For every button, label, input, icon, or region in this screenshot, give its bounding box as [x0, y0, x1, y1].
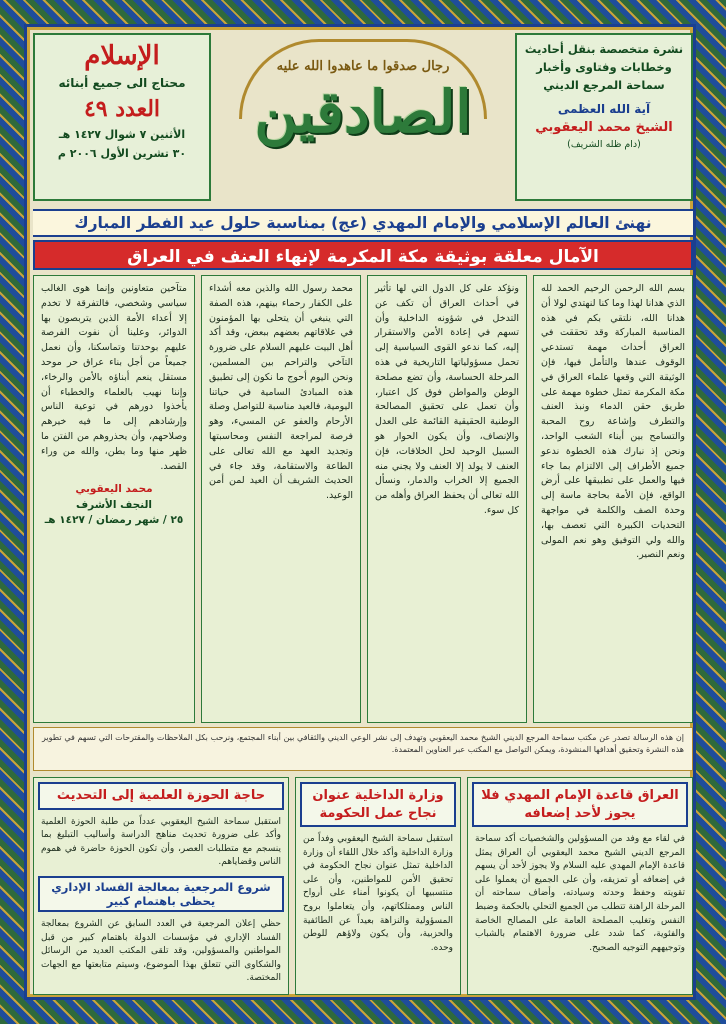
main-article-columns: [33, 275, 693, 723]
signature-date: ٢٥ / شهر رمضان / ١٤٢٧ هـ: [44, 513, 184, 526]
article-signature: [41, 482, 187, 528]
article-mahdi-base: [467, 777, 693, 995]
masthead-issue-box: [33, 33, 211, 201]
main-headline: الآمال معلقة بوثيقة مكة المكرمة لإنهاء العنف في العراق: [33, 240, 693, 270]
publisher-line-3: سماحة المرجع الديني: [543, 77, 665, 92]
article-column-3: محمد رسول الله والذين معه أشداء على الكفار رحماء بينهم، هذه الصفة التي ينبغي أن يتحلى بها المؤمنون في علاقاتهم بعضهم ببعض، وقد أكد أهل البيت عليهم السلام على ضرورة التآخي والتراحم بين المسلمين، ونحن اليوم أحوج ما نكون إلى تطبيق هذه المبادئ السامية في حياتنا اليومية، فالعيد مناسبة للتواصل وصلة الأرحام والعفو عن المسيء، وهو فرصة لمراجعة النفس ومحاسبتها وتجديد العهد مع الله تعالى على الطاعة والاستقامة، وقد جاء في الحديث الشريف أن العيد لمن أمن الوعيد.: [201, 275, 361, 723]
article-interior-ministry-body: استقبل سماحة الشيخ اليعقوبي وفداً من وزارة الداخلية وأكد خلال اللقاء أن وزارة الداخلية تمثل عنوان نجاح الحكومة في تحقيق الأمن للمواطنين، وأن على منتسبيها أن يكونوا أمناء على أرواح الناس وممتلكاتهم، وأن يتعاملوا بروح المسؤولية والنزاهة بعيداً عن الطائفية والحزبية، وأن يكون ولاؤهم للوطن وحده.: [303, 834, 453, 953]
bottom-articles: [33, 777, 693, 995]
publisher-line-2: وخطابات وفتاوى وأخبار: [536, 59, 672, 74]
article-hawza-title: حاجة الحوزة العلمية إلى التحديث: [38, 782, 284, 810]
article-interior-ministry: [295, 777, 461, 995]
newsletter-sheet: [24, 24, 696, 1000]
article-corruption-body: حظي إعلان المرجعية في العدد السابق عن الشروع بمعالجة الفساد الإداري في مؤسسات الدولة باهتمام كبير من قبل المواطنين والمسؤولين، وقد تلقى المكتب العديد من الرسائل والشكاوى التي تتعلق بهذا الموضوع، وسيتم متابعتها مع الجهات المختصة.: [41, 918, 281, 984]
masthead: [33, 33, 693, 203]
article-mahdi-base-body: في لقاء مع وفد من المسؤولين والشخصيات أكد سماحة المرجع الديني الشيخ محمد اليعقوبي أن العراق يمثل قاعدة الإمام المهدي عليه السلام ولا يجوز لأحد أن يسهم في إضعافه أو تمزيقه، وأن على الجميع أن يعملوا على تقويته وحفظ وحدته وسيادته، وأضاف سماحته أن المرحلة الراهنة تتطلب من الجميع التحلي بالحكمة وضبط النفس وتغليب المصلحة العامة على المصالح الخاصة والفئوية، كما شدد على ضرورة الاهتمام بالشباب وتوجيههم التوجيه الصحيح.: [475, 834, 685, 953]
article-column-4-text: متآخين متعاونين وإنما هوى الغالب سياسي وشخصي، فالتفرقة لا تخدم إلا أعداء الأمة الذين يتربصون بها الدوائر، وعلينا أن نفوت الفرصة عليهم بوحدتنا وتماسكنا، وأن نعمل جميعاً من أجل بناء عراق حر موحد مستقل ينعم أبناؤه بالأمن والرخاء، وإننا نهيب بالعلماء والخطباء أن يأخذوا دورهم في توعية الناس وإرشادهم إلى ما فيه خيرهم وصلاحهم، وأن يحذروهم من الفتن ما ظهر منها وما بطن، والله من وراء القصد.: [41, 283, 187, 472]
calligraphy-arc-ornament: [239, 39, 487, 119]
masthead-publisher-box: [515, 33, 693, 201]
article-mahdi-base-title: العراق قاعدة الإمام المهدي فلا يجوز لأحد إضعافه: [472, 782, 688, 827]
article-column-2: ونؤكد على كل الدول التي لها تأثير في أحداث العراق أن تكف عن التدخل في شؤونه الداخلية وأن تسهم في إعادة الأمن والاستقرار إليه، كما ندعو القوى السياسية إلى تحمل مسؤولياتها التاريخية في هذه المرحلة الحساسة، وأن تضع مصلحة الوطن والمواطن فوق كل اعتبار، وأن تعمل على تحقيق المصالحة الوطنية الحقيقية القائمة على العدل والإنصاف، وأن يكون الحوار هو السبيل الوحيد لحل الخلافات، فإن العنف لا يولد إلا العنف ولا يجني منه الجميع إلا الخراب والدمار، ونسأل الله تعالى أن يحفظ العراق وأهله من كل سوء.: [367, 275, 527, 723]
article-hawza-body: استقبل سماحة الشيخ اليعقوبي عدداً من طلبة الحوزة العلمية وأكد على ضرورة تحديث مناهج الدراسة وأساليب التبليغ بما ينسجم مع متطلبات العصر، وأن تكون الحوزة حاضرة في هموم الناس وقضاياهم.: [41, 816, 281, 868]
congratulation-headline: نهنئ العالم الإسلامي والإمام المهدي (عج) بمناسبة حلول عيد الفطر المبارك: [33, 209, 693, 237]
article-corruption-subtitle: شروع المرجعية بمعالجة الفساد الإداري يحظى باهتمام كبير: [38, 876, 284, 912]
issue-date-hijri: الأثنين ٧ شوال ١٤٢٧ هـ: [58, 128, 186, 142]
signature-place: النجف الأشرف: [75, 498, 153, 511]
publisher-line-1: نشرة متخصصة بنقل أحاديث: [524, 42, 684, 56]
masthead-title: الصادقين: [254, 78, 472, 146]
signature-name: محمد اليعقوبي: [75, 483, 153, 496]
masthead-logo: [219, 33, 507, 201]
scholar-name: الشيخ محمد اليعقوبي: [535, 120, 673, 136]
masthead-verse: رجال صدقوا ما عاهدوا الله عليه: [276, 59, 450, 74]
article-column-4: [33, 275, 195, 723]
article-interior-ministry-title: وزارة الداخلية عنوان نجاح عمل الحكومة: [300, 782, 456, 827]
scholar-title: آية الله العظمى: [557, 102, 651, 117]
issue-date-gregorian: ٣٠ تشرين الأول ٢٠٠٦ م: [57, 147, 187, 161]
article-hawza-modernization: [33, 777, 289, 995]
article-column-1: بسم الله الرحمن الرحيم الحمد لله الذي هدانا لهذا وما كنا لنهتدي لولا أن هدانا الله، نلتقي بكم في هذه المناسبة المباركة وقد تحققت في العراق أحداث مهمة تستدعي الوقوف عندها والتأمل فيها، فإن الوثيقة التي وقعها علماء العراق في مكة المكرمة تمثل خطوة مهمة على طريق حقن الدماء ونبذ العنف والتطرف وإشاعة روح المحبة والتسامح بين أبناء الشعب الواحد، ونحن إذ نبارك هذه الخطوة ندعو جميع الأطراف إلى الالتزام بما جاء فيها والعمل على تطبيقها على أرض الواقع، فإن الأمة بحاجة ماسة إلى وحدة الصف والكلمة في مواجهة التحديات الكبيرة التي تعصف بها، والله ولي التوفيق وهو نعم المولى ونعم النصير.: [533, 275, 693, 723]
islam-heading: الإسلام: [84, 41, 160, 71]
islam-subheading: محتاج الى جميع أبنائه: [58, 76, 186, 91]
notice-strip: إن هذه الرسالة تصدر عن مكتب سماحة المرجع الديني الشيخ محمد اليعقوبي وتهدف إلى نشر الوعي الديني والثقافي بين أبناء المجتمع، ونرحب بكل الملاحظات والمقترحات التي تسهم في تطوير هذه النشرة وتحقيق أهدافها المنشودة، ويمكن التواصل مع المكتب عبر العناوين المعتمدة.: [33, 727, 693, 771]
scholar-blessing: (دام ظله الشريف): [567, 139, 641, 151]
issue-number: العدد ٤٩: [83, 96, 161, 123]
